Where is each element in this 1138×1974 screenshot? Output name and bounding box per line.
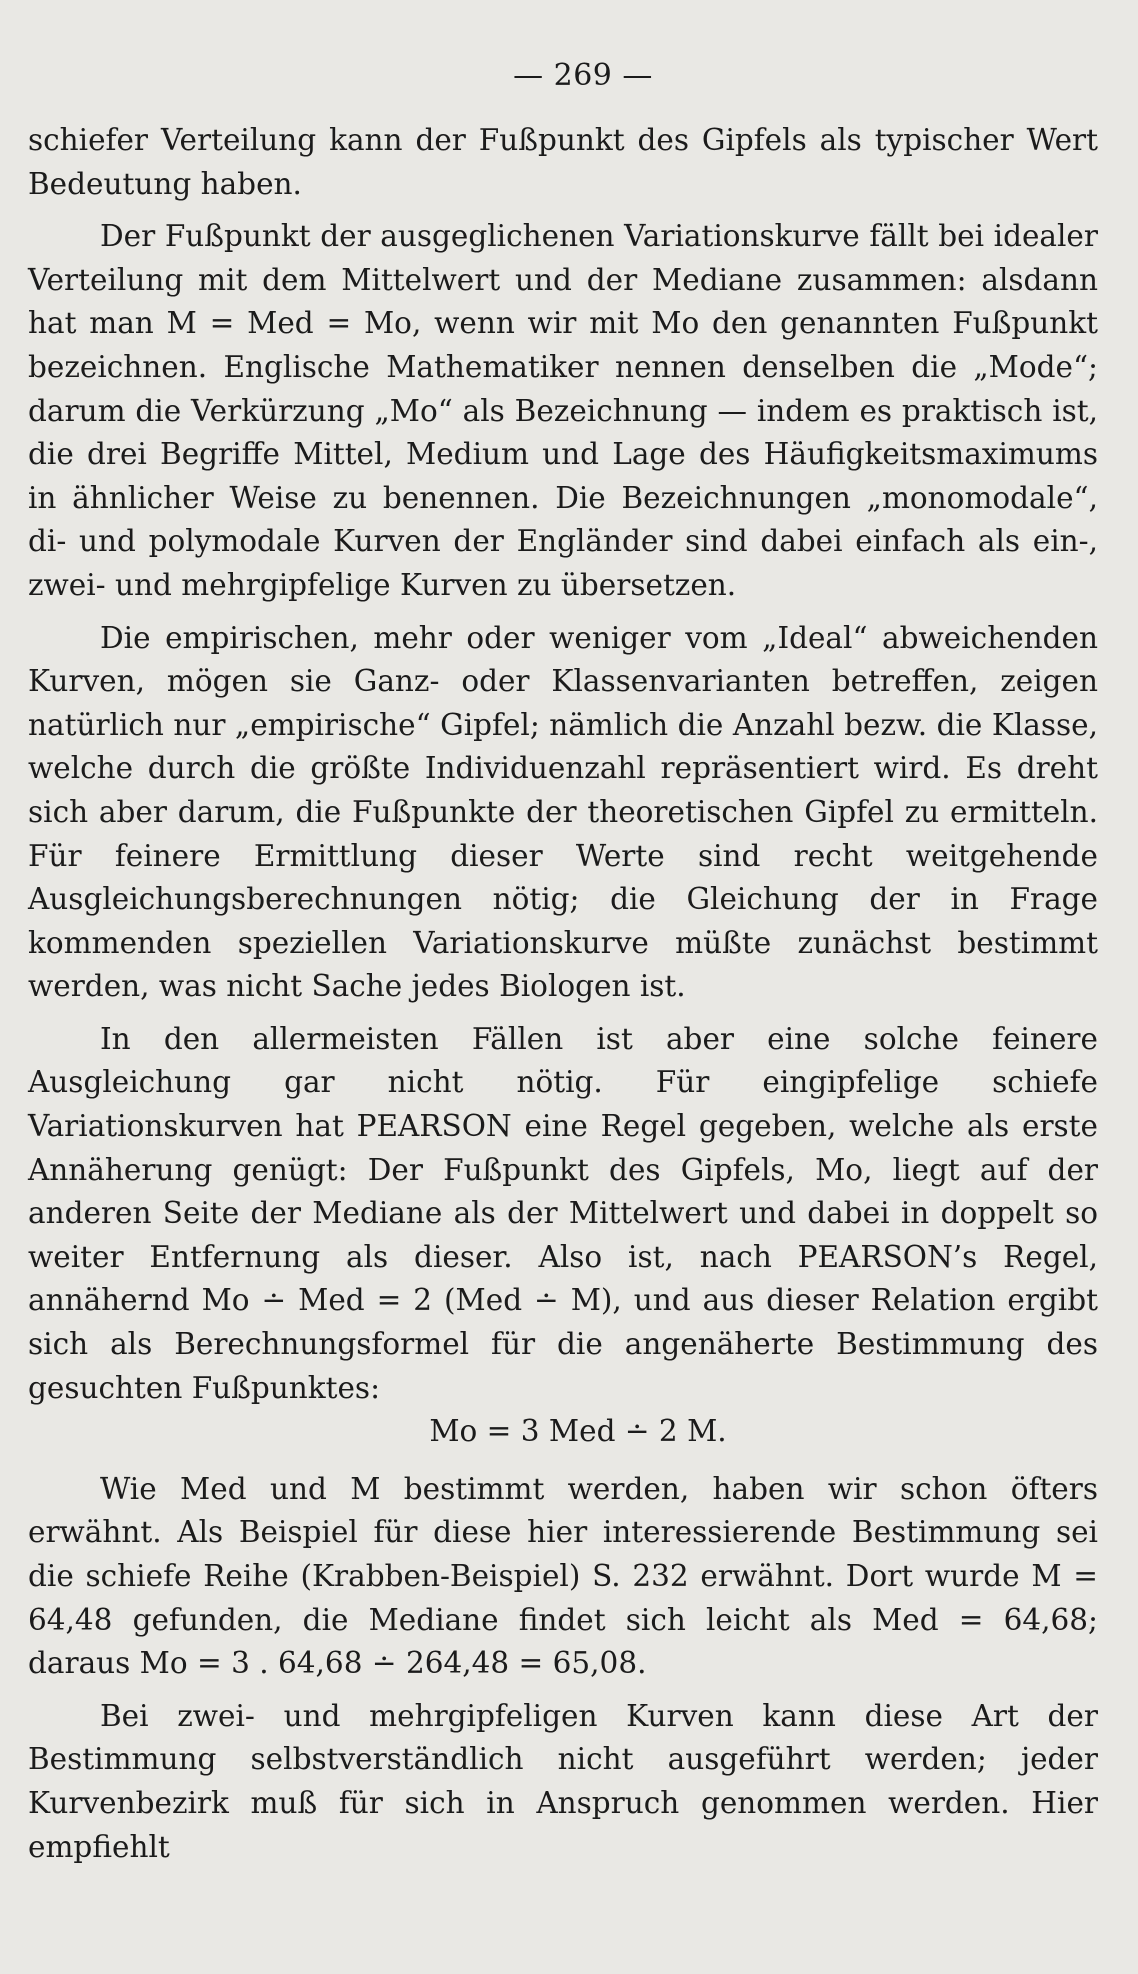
paragraph-5: Wie Med und M bestimmt werden, haben wir schon öfters erwähnt. Als Beispiel für diese hier interessierende Bestimmung sei die schiefe Reihe (Krabben-Beispiel) S. 232 erwähnt. Dort wurde M = 64,48 gefunden, die Mediane findet sich leicht als Med = 64,68; daraus Mo = 3 . 64,68 ∸ 264,48 = 65,08. [28, 1471, 1098, 1681]
paragraph-6: Bei zwei- und mehrgipfeligen Kurven kann diese Art der Bestimmung selbstverständlich nicht ausgeführt werden; jeder Kurvenbezirk muß für sich in Anspruch genommen werden. Hier empfiehlt [28, 1698, 1098, 1864]
paragraph-2: Der Fußpunkt der ausgeglichenen Variationskurve fällt bei idealer Verteilung mit dem Mittelwert und der Mediane zusammen: alsdann hat man M = Med = Mo, wenn wir mit Mo den genannten Fußpunkt bezeichnen. Englische Mathematiker nennen denselben die „Mode“; darum die Verkürzung „Mo“ als Bezeichnung — indem es praktisch ist, die drei Begriffe Mittel, Medium und Lage des Häufigkeitsmaximums in ähnlicher Weise zu benennen. Die Bezeichnungen „monomodale“, di- und polymodale Kurven der Engländer sind dabei einfach als ein-, zwei- und mehrgipfelige Kurven zu übersetzen. [28, 219, 1098, 602]
paragraph-1: schiefer Verteilung kann der Fußpunkt des Gipfels als typischer Wert Bedeutung haben. [28, 123, 1098, 201]
paragraph-3: Die empirischen, mehr oder weniger vom „Ideal“ abweichenden Kurven, mögen sie Ganz- oder Klassenvarianten betreffen, zeigen natürlich nur „empirische“ Gipfel; nämlich die Anzahl bezw. die Klasse, welche durch die größte Individuenzahl repräsentiert wird. Es dreht sich aber darum, die Fußpunkte der theoretischen Gipfel zu ermitteln. Für feinere Ermittlung dieser Werte sind recht weitgehende Ausgleichungsberechnungen nötig; die Gleichung der in Frage kommenden speziellen Variationskurve müßte zunächst bestimmt werden, was nicht Sache jedes Biologen ist. [28, 620, 1098, 1004]
body-text [28, 119, 1098, 1869]
paragraph-4: In den allermeisten Fällen ist aber eine solche feinere Ausgleichung gar nicht nötig. Für eingipfelige schiefe Variationskurven hat PEARSON eine Regel gegeben, welche als erste Annäherung genügt: Der Fußpunkt des Gipfels, Mo, liegt auf der anderen Seite der Mediane als der Mittelwert und dabei in doppelt so weiter Entfernung als dieser. Also ist, nach PEARSON’s Regel, annähernd Mo ∸ Med = 2 (Med ∸ M), und aus dieser Relation ergibt sich als Berechnungsformel für die angenäherte Bestimmung des gesuchten Fußpunktes: [28, 1021, 1098, 1405]
formula: Mo = 3 Med ∸ 2 M. [429, 1414, 727, 1449]
page-number: — 269 — [513, 58, 653, 93]
